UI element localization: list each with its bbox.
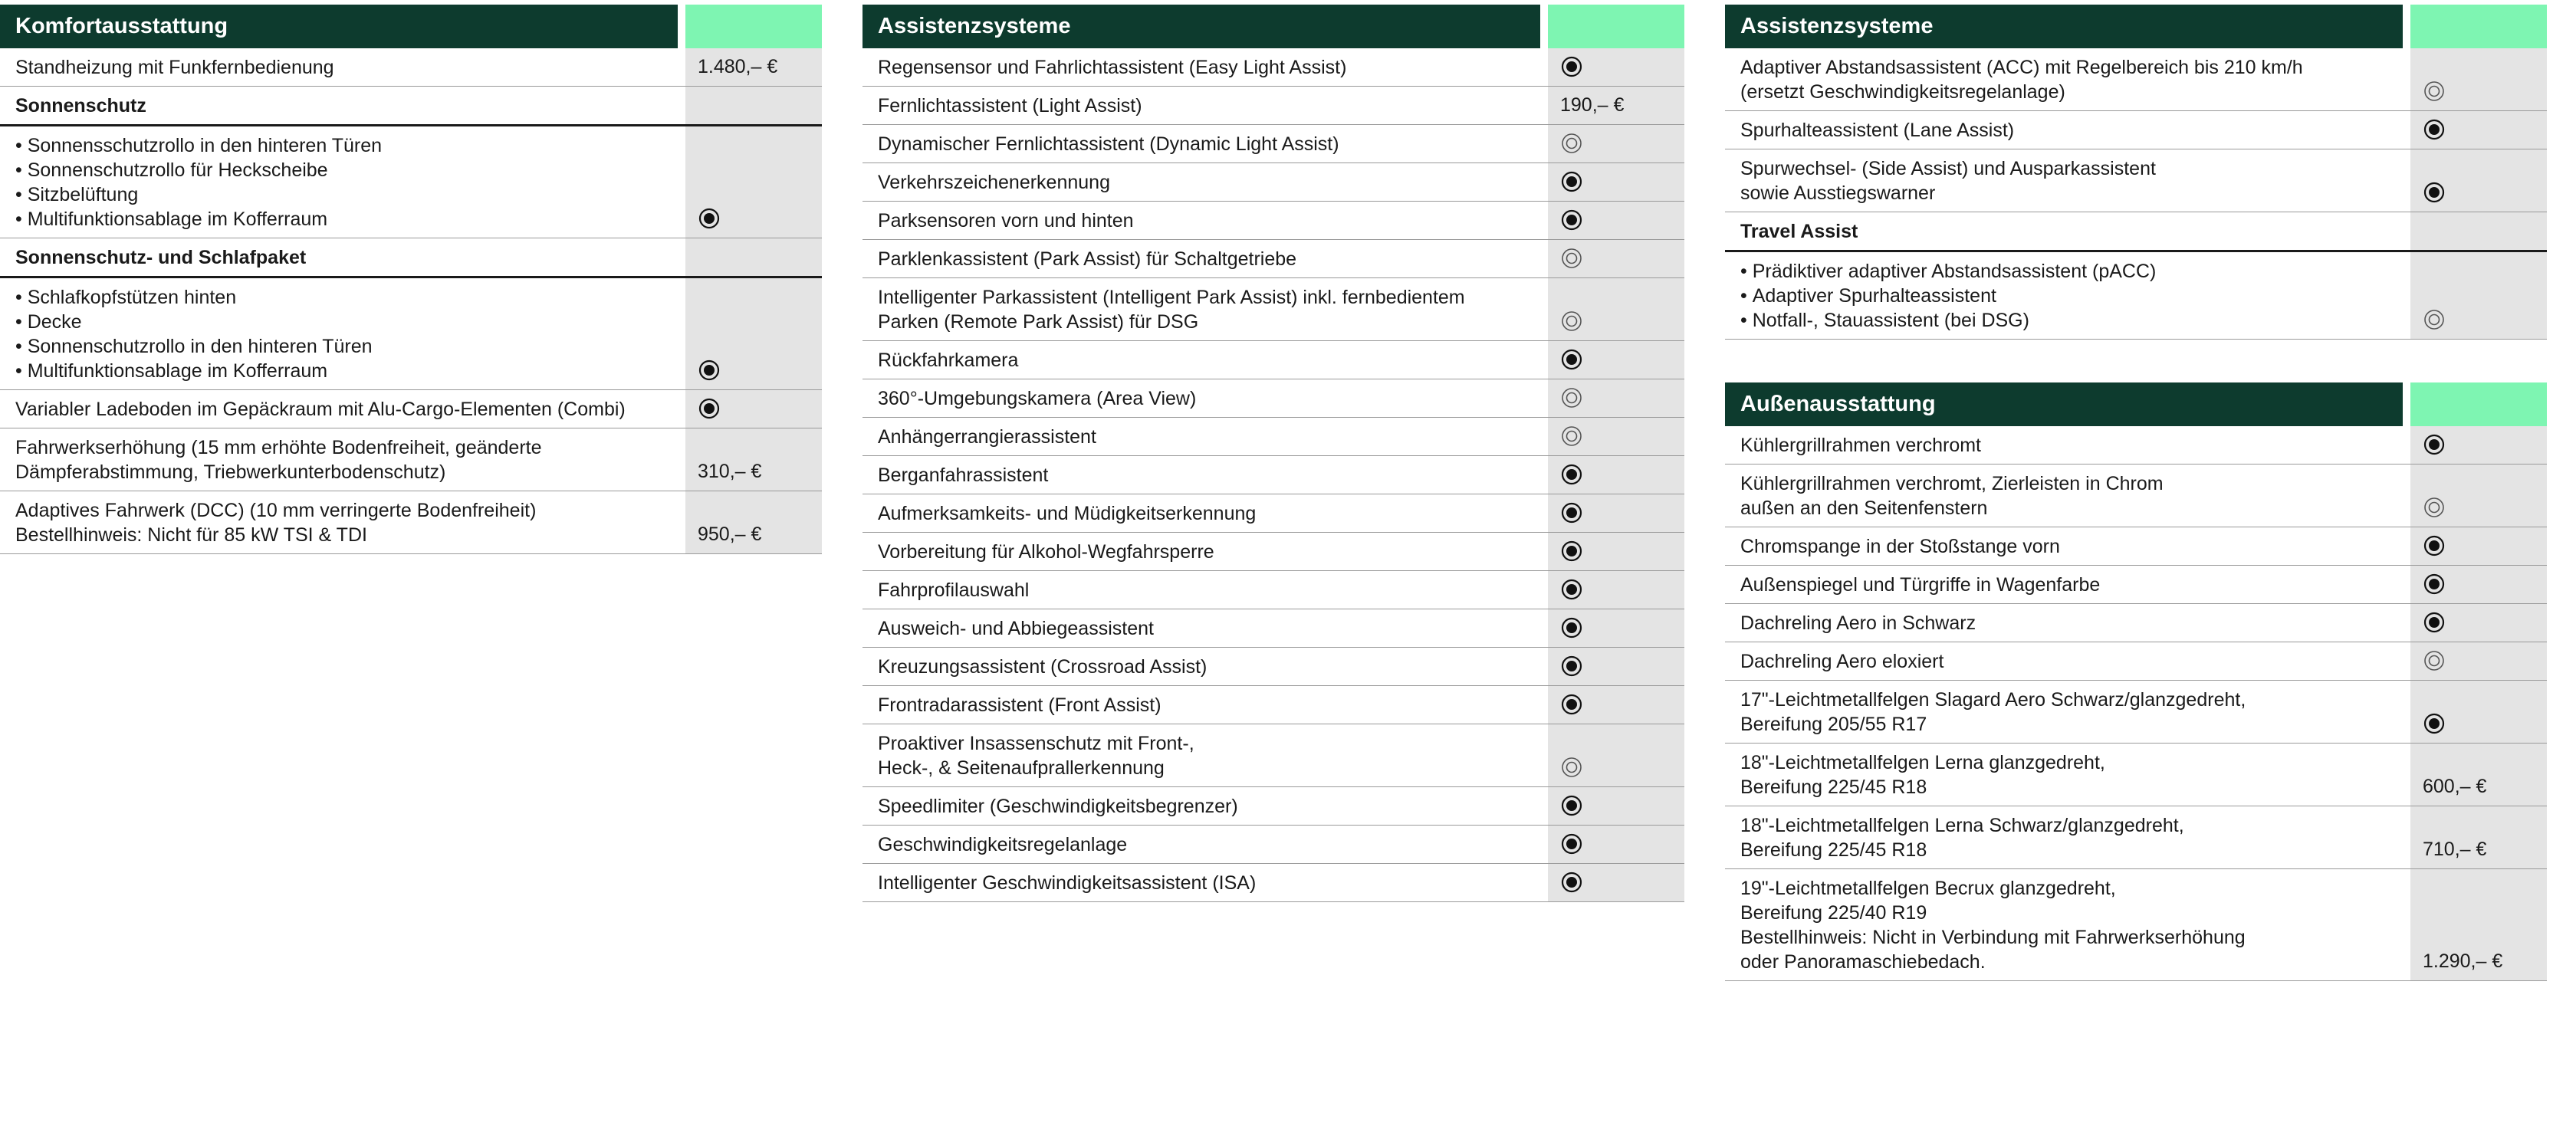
table-row: [863, 202, 1684, 240]
table-row: [863, 379, 1684, 418]
table-row: [0, 390, 822, 428]
section-title: Außenausstattung: [1725, 382, 2403, 426]
table-row: [1725, 806, 2547, 869]
value-cell: [1548, 341, 1684, 379]
row-label: Berganfahrassistent: [878, 465, 1049, 486]
value-cell: [685, 126, 822, 238]
table-row: [1725, 426, 2547, 465]
section-header: [863, 5, 1684, 48]
accent-swatch: [1548, 5, 1684, 48]
table-row: [863, 609, 1684, 648]
row-label: 18"-Leichtmetallfelgen Lerna glanzgedreht, Bereifung 225/45 R18: [1740, 752, 2105, 798]
filled-circle-icon: [2423, 181, 2446, 204]
row-label: Regensensor und Fahrlichtassistent (Easy Light Assist): [878, 57, 1347, 78]
section-header: [0, 5, 822, 48]
price: 710,– €: [2423, 839, 2487, 860]
filled-circle-icon: [1560, 794, 1583, 817]
value-cell: [1548, 125, 1684, 162]
subheader-label: Sonnenschutz- und Schlafpaket: [15, 247, 307, 268]
double-ring-icon: [1560, 386, 1583, 409]
row-label: Spurwechsel- (Side Assist) und Ausparkassistent sowie Ausstiegswarner: [1740, 158, 2156, 204]
row-label: Geschwindigkeitsregelanlage: [878, 834, 1128, 855]
table-row: [863, 686, 1684, 724]
filled-circle-icon: [698, 359, 721, 382]
double-ring-icon: [1560, 132, 1583, 155]
value-cell: [2410, 212, 2547, 250]
value-cell: [685, 428, 822, 491]
table-row: [1725, 527, 2547, 566]
value-cell: [2410, 744, 2547, 806]
row-label: Fahrprofilauswahl: [878, 579, 1030, 601]
value-cell: [2410, 566, 2547, 603]
value-cell: [2410, 252, 2547, 339]
row-label: Aufmerksamkeits- und Müdigkeitserkennung: [878, 503, 1257, 524]
filled-circle-icon: [1560, 832, 1583, 855]
table-row: [863, 864, 1684, 902]
value-cell: [685, 238, 822, 276]
value-cell: [685, 87, 822, 124]
filled-circle-icon: [1560, 693, 1583, 716]
table-row: [863, 240, 1684, 278]
row-label: 360°-Umgebungskamera (Area View): [878, 388, 1197, 409]
table-row: [863, 571, 1684, 609]
table-row: [863, 494, 1684, 533]
accent-swatch: [2410, 5, 2547, 48]
value-cell: [1548, 494, 1684, 532]
value-cell: [1548, 456, 1684, 494]
table-row: [863, 341, 1684, 379]
price: 1.290,– €: [2423, 950, 2503, 972]
row-label: Dachreling Aero in Schwarz: [1740, 612, 1976, 634]
accent-swatch: [685, 5, 822, 48]
table-row: [1725, 681, 2547, 744]
value-cell: [1548, 724, 1684, 786]
row-label: Parksensoren vorn und hinten: [878, 210, 1134, 231]
row-label: Fernlichtassistent (Light Assist): [878, 95, 1142, 117]
bullet-list: [1725, 252, 2410, 339]
value-cell: [685, 491, 822, 553]
value-cell: [685, 390, 822, 428]
row-label: 19"-Leichtmetallfelgen Becrux glanzgedreht, Bereifung 225/40 R19 Bestellhinweis: Nicht in Verbindung mit Fahrwerkserhöhung oder Panoramaschiebedach.: [1740, 878, 2246, 973]
filled-circle-icon: [1560, 655, 1583, 678]
row-label: Chromspange in der Stoßstange vorn: [1740, 536, 2060, 557]
bullet-item: • Notfall-, Stauassistent (bei DSG): [1740, 308, 2403, 333]
table-row: [863, 724, 1684, 787]
column-assistenz-aussen: [1725, 5, 2547, 981]
table-row: [863, 163, 1684, 202]
value-cell: [1548, 163, 1684, 201]
row-label: Parklenkassistent (Park Assist) für Schaltgetriebe: [878, 248, 1297, 270]
bullet-item: • Sitzbelüftung: [15, 182, 678, 207]
table-row: [863, 826, 1684, 864]
table-row: [0, 126, 822, 238]
filled-circle-icon: [1560, 578, 1583, 601]
value-cell: [1548, 686, 1684, 724]
value-cell: [1548, 379, 1684, 417]
double-ring-icon: [1560, 247, 1583, 270]
row-label: Dachreling Aero eloxiert: [1740, 651, 1944, 672]
filled-circle-icon: [2423, 573, 2446, 596]
section-title: Assistenzsysteme: [863, 5, 1540, 48]
bullet-list: [0, 126, 685, 238]
filled-circle-icon: [1560, 55, 1583, 78]
value-cell: [2410, 604, 2547, 642]
bullet-item: • Multifunktionsablage im Kofferraum: [15, 359, 678, 383]
price: 950,– €: [698, 524, 762, 545]
filled-circle-icon: [1560, 170, 1583, 193]
value-cell: [2410, 111, 2547, 149]
row-label: Adaptiver Abstandsassistent (ACC) mit Regelbereich bis 210 km/h (ersetzt Geschwindigkeitsregelanlage): [1740, 57, 2303, 103]
row-label: Adaptives Fahrwerk (DCC) (10 mm verringerte Bodenfreiheit) Bestellhinweis: Nicht für 85 kW TSI & TDI: [15, 500, 537, 546]
double-ring-icon: [2423, 649, 2446, 672]
value-cell: [2410, 869, 2547, 980]
section-spacer: [1725, 340, 2547, 382]
price: 600,– €: [2423, 776, 2487, 797]
filled-circle-icon: [698, 207, 721, 230]
row-label: 18"-Leichtmetallfelgen Lerna Schwarz/glanzgedreht, Bereifung 225/45 R18: [1740, 815, 2184, 861]
row-label: Speedlimiter (Geschwindigkeitsbegrenzer): [878, 796, 1238, 817]
bullet-item: • Schlafkopfstützen hinten: [15, 285, 678, 310]
price: 310,– €: [698, 461, 762, 482]
price: 190,– €: [1560, 94, 1625, 116]
column-assistenzsysteme: [863, 5, 1684, 902]
filled-circle-icon: [1560, 616, 1583, 639]
filled-circle-icon: [2423, 611, 2446, 634]
subheader-row: [0, 238, 822, 278]
table-row: [0, 278, 822, 390]
row-label: Verkehrszeichenerkennung: [878, 172, 1110, 193]
bullet-list: [0, 278, 685, 389]
value-cell: [1548, 48, 1684, 86]
value-cell: [1548, 609, 1684, 647]
table-row: [863, 533, 1684, 571]
table-row: [863, 418, 1684, 456]
value-cell: [2410, 465, 2547, 527]
accent-swatch: [2410, 382, 2547, 426]
value-cell: [1548, 864, 1684, 901]
value-cell: [685, 48, 822, 86]
table-row: [863, 87, 1684, 125]
double-ring-icon: [1560, 756, 1583, 779]
filled-circle-icon: [1560, 501, 1583, 524]
table-row: [863, 278, 1684, 341]
value-cell: [1548, 202, 1684, 239]
filled-circle-icon: [1560, 540, 1583, 563]
bullet-item: • Multifunktionsablage im Kofferraum: [15, 207, 678, 231]
filled-circle-icon: [1560, 348, 1583, 371]
table-row: [863, 648, 1684, 686]
value-cell: [2410, 527, 2547, 565]
row-label: Proaktiver Insassenschutz mit Front-, Heck-, & Seitenaufprallerkennung: [878, 733, 1194, 779]
value-cell: [1548, 787, 1684, 825]
table-row: [1725, 149, 2547, 212]
bullet-item: • Sonnenschutzrollo in den hinteren Türen: [15, 334, 678, 359]
section-header: [1725, 5, 2547, 48]
value-cell: [2410, 806, 2547, 868]
bullet-item: • Prädiktiver adaptiver Abstandsassistent (pACC): [1740, 259, 2403, 284]
double-ring-icon: [2423, 496, 2446, 519]
value-cell: [1548, 418, 1684, 455]
row-label: Kühlergrillrahmen verchromt, Zierleisten in Chrom außen an den Seitenfenstern: [1740, 473, 2164, 519]
table-row: [0, 428, 822, 491]
row-label: 17"-Leichtmetallfelgen Slagard Aero Schwarz/glanzgedreht, Bereifung 205/55 R17: [1740, 689, 2246, 735]
value-cell: [2410, 681, 2547, 743]
row-label: Intelligenter Parkassistent (Intelligent Park Assist) inkl. fernbedientem Parken (Remote Park Assist) für DSG: [878, 287, 1465, 333]
row-label: Spurhalteassistent (Lane Assist): [1740, 120, 2015, 141]
bullet-item: • Adaptiver Spurhalteassistent: [1740, 284, 2403, 308]
table-row: [1725, 642, 2547, 681]
table-row: [1725, 465, 2547, 527]
value-cell: [2410, 48, 2547, 110]
filled-circle-icon: [2423, 118, 2446, 141]
row-label: Intelligenter Geschwindigkeitsassistent (ISA): [878, 872, 1257, 894]
table-row: [863, 125, 1684, 163]
table-row: [0, 491, 822, 554]
filled-circle-icon: [1560, 208, 1583, 231]
section-title: Komfortausstattung: [0, 5, 678, 48]
row-label: Standheizung mit Funkfernbedienung: [15, 57, 334, 78]
row-label: Vorbereitung für Alkohol-Wegfahrsperre: [878, 541, 1214, 563]
subheader-row: [0, 87, 822, 126]
double-ring-icon: [1560, 310, 1583, 333]
filled-circle-icon: [1560, 871, 1583, 894]
table-row: [1725, 566, 2547, 604]
value-cell: [1548, 533, 1684, 570]
filled-circle-icon: [2423, 534, 2446, 557]
value-cell: [1548, 648, 1684, 685]
table-row: [1725, 48, 2547, 111]
row-label: Ausweich- und Abbiegeassistent: [878, 618, 1154, 639]
table-row: [863, 456, 1684, 494]
value-cell: [1548, 571, 1684, 609]
table-row: [1725, 111, 2547, 149]
price: 1.480,– €: [698, 56, 778, 77]
value-cell: [2410, 426, 2547, 464]
row-label: Rückfahrkamera: [878, 350, 1019, 371]
value-cell: [2410, 149, 2547, 212]
row-label: Anhängerrangierassistent: [878, 426, 1096, 448]
row-label: Außenspiegel und Türgriffe in Wagenfarbe: [1740, 574, 2101, 596]
bullet-item: • Decke: [15, 310, 678, 334]
subheader-row: [1725, 212, 2547, 252]
column-komfortausstattung: [0, 5, 822, 554]
double-ring-icon: [2423, 308, 2446, 331]
row-label: Dynamischer Fernlichtassistent (Dynamic Light Assist): [878, 133, 1339, 155]
table-row: [1725, 869, 2547, 981]
table-row: [1725, 744, 2547, 806]
value-cell: [1548, 826, 1684, 863]
filled-circle-icon: [2423, 712, 2446, 735]
double-ring-icon: [2423, 80, 2446, 103]
table-row: [863, 48, 1684, 87]
subheader-label: Travel Assist: [1740, 221, 1858, 242]
row-label: Kühlergrillrahmen verchromt: [1740, 435, 1982, 456]
row-label: Frontradarassistent (Front Assist): [878, 694, 1162, 716]
section-title: Assistenzsysteme: [1725, 5, 2403, 48]
table-row: [0, 48, 822, 87]
table-row: [1725, 252, 2547, 340]
double-ring-icon: [1560, 425, 1583, 448]
filled-circle-icon: [1560, 463, 1583, 486]
filled-circle-icon: [2423, 433, 2446, 456]
bullet-item: • Sonnenschutzrollo für Heckscheibe: [15, 158, 678, 182]
value-cell: [1548, 87, 1684, 124]
subheader-label: Sonnenschutz: [15, 95, 146, 117]
value-cell: [1548, 278, 1684, 340]
row-label: Kreuzungsassistent (Crossroad Assist): [878, 656, 1208, 678]
row-label: Variabler Ladeboden im Gepäckraum mit Alu-Cargo-Elementen (Combi): [15, 399, 626, 420]
value-cell: [2410, 642, 2547, 680]
value-cell: [1548, 240, 1684, 277]
value-cell: [685, 278, 822, 389]
bullet-item: • Sonnensschutzrollo in den hinteren Türen: [15, 133, 678, 158]
table-row: [1725, 604, 2547, 642]
section-header: [1725, 382, 2547, 426]
table-row: [863, 787, 1684, 826]
filled-circle-icon: [698, 397, 721, 420]
row-label: Fahrwerkserhöhung (15 mm erhöhte Bodenfreiheit, geänderte Dämpferabstimmung, Triebwerkunterbodenschutz): [15, 437, 542, 483]
